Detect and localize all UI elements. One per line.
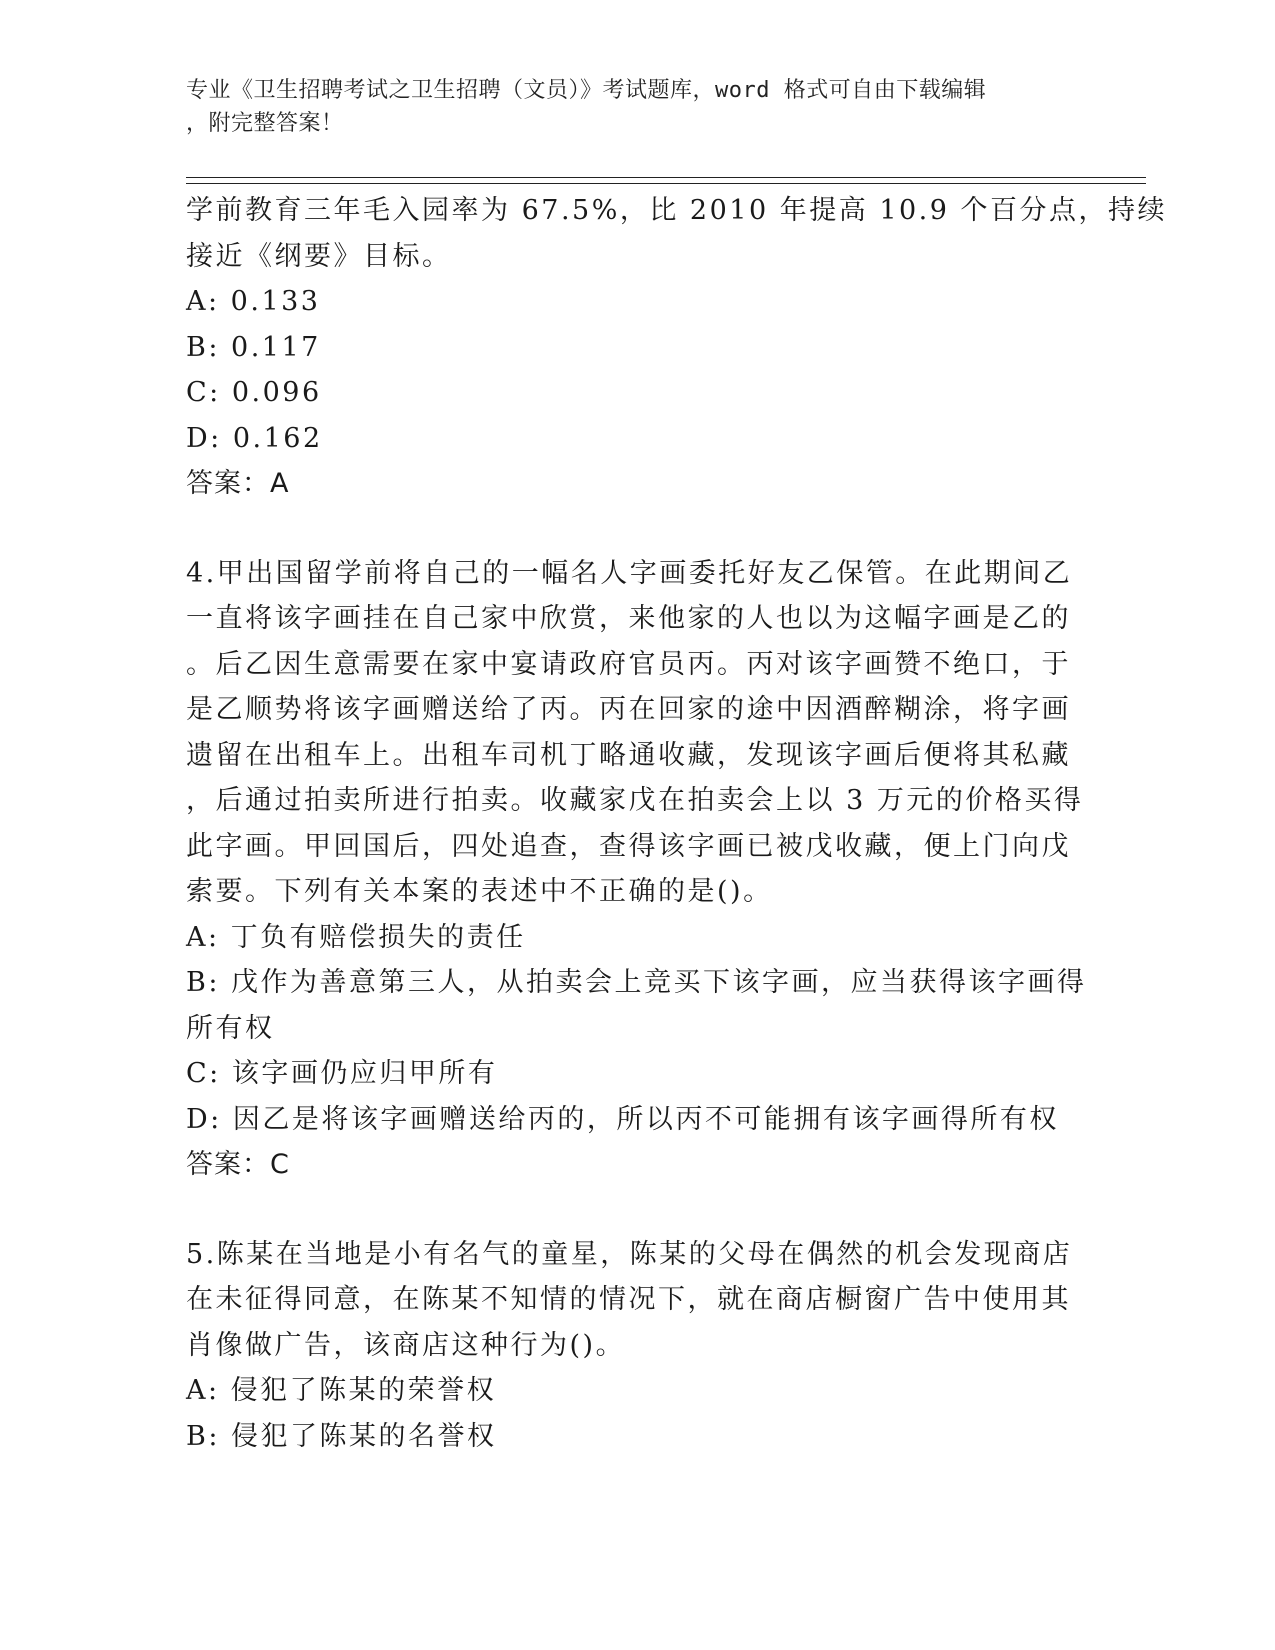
question-stem-line: 。后乙因生意需要在家中宴请政府官员丙。丙对该字画赞不绝口，于 (186, 648, 1071, 680)
question-stem-line: 学前教育三年毛入园率为 67.5%，比 2010 年提高 10.9 个百分点，持续 (186, 195, 1168, 226)
question-stem-line: 在未征得同意，在陈某不知情的情况下，就在商店橱窗广告中使用其 (186, 1284, 1071, 1315)
question-stem-line: 4.甲出国留学前将自己的一幅名人字画委托好友乙保管。在此期间乙 (186, 557, 1073, 589)
spacer (186, 1188, 1066, 1232)
header-line-1: 专业《卫生招聘考试之卫生招聘（文员）》考试题库，word 格式可自由下载编辑 (186, 78, 987, 103)
question-stem-line: 5.陈某在当地是小有名气的童星，陈某的父母在偶然的机会发现商店 (186, 1238, 1073, 1270)
question-3 (186, 188, 1168, 507)
question-stem-line: 遗留在出租车上。出租车司机丁略通收藏，发现该字画后便将其私藏 (186, 739, 1071, 771)
document-header (186, 74, 1066, 140)
header-rule-bottom (186, 183, 1146, 184)
option-b-continued: 所有权 (186, 1012, 275, 1044)
option-b: B: 0.117 (186, 331, 321, 363)
option-a: A: 侵犯了陈某的荣誉权 (186, 1375, 497, 1406)
spacer (186, 507, 1066, 551)
question-5 (186, 1232, 1073, 1460)
question-stem-line: 一直将该字画挂在自己家中欣赏，来他家的人也以为这幅字画是乙的 (186, 603, 1071, 634)
option-d: D: 因乙是将该字画赠送给丙的，所以丙不可能拥有该字画得所有权 (186, 1103, 1059, 1135)
question-stem-line: 肖像做广告，该商店这种行为()。 (186, 1329, 626, 1361)
option-a: A: 丁负有赔偿损失的责任 (186, 921, 526, 953)
header-line-2: ，附完整答案！ (186, 111, 344, 136)
option-d: D: 0.162 (186, 422, 323, 454)
answer-line: 答案：A (186, 468, 290, 499)
question-4 (186, 551, 1087, 1188)
question-stem-line: 索要。下列有关本案的表述中不正确的是()。 (186, 876, 773, 907)
option-a: A: 0.133 (186, 286, 321, 317)
option-c: C: 该字画仍应归甲所有 (186, 1058, 498, 1089)
question-stem-line: 是乙顺势将该字画赠送给了丙。丙在回家的途中因酒醉糊涂，将字画 (186, 694, 1071, 725)
answer-line: 答案：C (186, 1149, 290, 1180)
document-body (186, 188, 1168, 1459)
question-stem-line: ，后通过拍卖所进行拍卖。收藏家戊在拍卖会上以 3 万元的价格买得 (186, 785, 1084, 816)
option-b: B: 戊作为善意第三人，从拍卖会上竞买下该字画，应当获得该字画得 (186, 967, 1087, 998)
option-b: B: 侵犯了陈某的名誉权 (186, 1420, 497, 1452)
question-stem-line: 此字画。甲回国后，四处追查，查得该字画已被戊收藏，便上门向戊 (186, 830, 1071, 862)
question-stem-line: 接近《纲要》目标。 (186, 240, 452, 272)
header-rule-top (186, 177, 1146, 178)
option-c: C: 0.096 (186, 377, 322, 408)
